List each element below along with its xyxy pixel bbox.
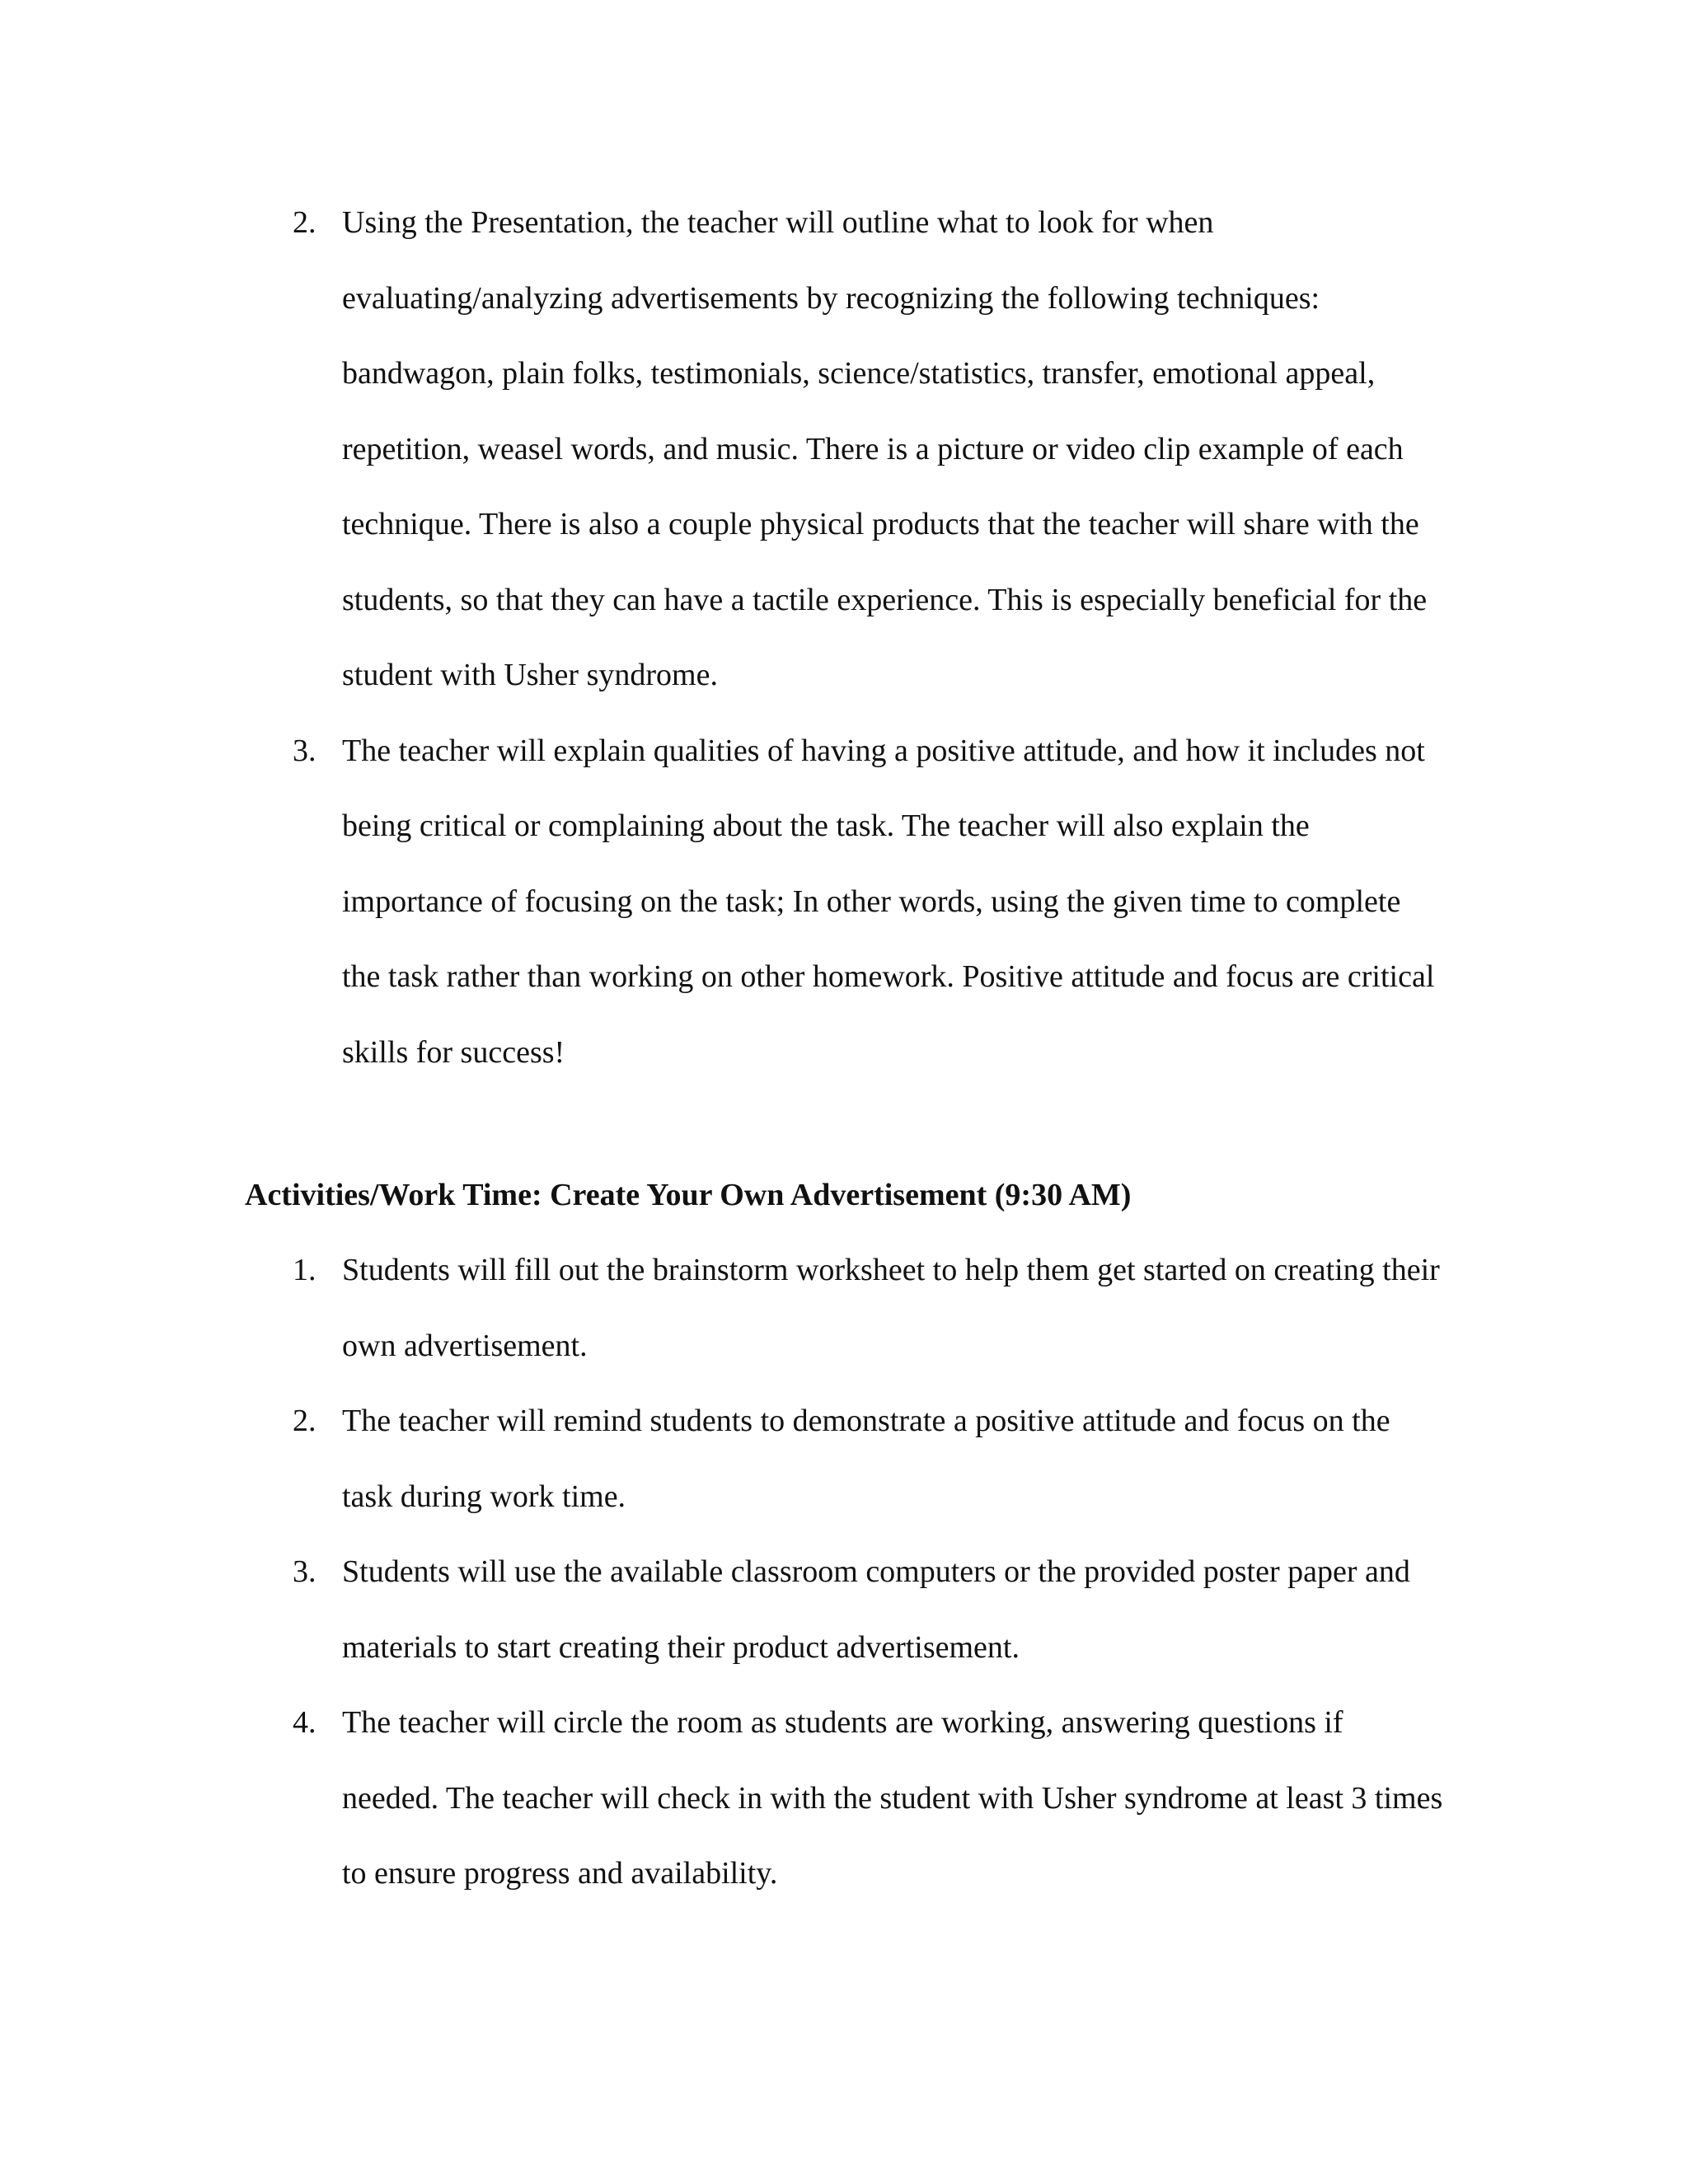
- list-item-text: The teacher will circle the room as students are working, answering questions if needed. The teacher will check in with the student with Usher syndrome at least 3 times to ensure progress and availability.: [342, 1705, 1443, 1891]
- list-item-text: The teacher will remind students to demonstrate a positive attitude and focus on the task during work time.: [342, 1404, 1390, 1514]
- list-item: [0, 1233, 1447, 1384]
- list-item-text: Using the Presentation, the teacher will outline what to look for when evaluating/analyzing advertisements by recognizing the following techniques: bandwagon, plain folks, testimonials, science/statistics, transfer, emotional appeal, repetition, weasel words, and music. There is a picture or video clip example of each technique. There is also a couple physical products that the teacher will share with the students, so that they can have a tactile experience. This is especially beneficial for the student with Usher syndrome.: [342, 205, 1428, 692]
- list-item-number: 2.: [293, 1404, 316, 1438]
- list-item: [0, 1535, 1447, 1685]
- list-item-number: 4.: [293, 1705, 316, 1740]
- list-item-text: Students will fill out the brainstorm worksheet to help them get started on creating their own advertisement.: [342, 1253, 1440, 1363]
- list-item: [0, 714, 1447, 1091]
- list-item-number: 1.: [293, 1253, 316, 1287]
- list-item-number: 3.: [293, 733, 316, 768]
- list-item-number: 2.: [293, 205, 316, 240]
- list-item-text: Students will use the available classroom computers or the provided poster paper and materials to start creating their product advertisement.: [342, 1554, 1410, 1665]
- activities-list: [0, 1233, 1447, 1912]
- list-item-text: The teacher will explain qualities of having a positive attitude, and how it includes not being critical or complaining about the task. The teacher will also explain the importance of focusing on the task; In other words, using the given time to complete the task rather than working on other homework. Positive attitude and focus are critical skills for success!: [342, 733, 1435, 1070]
- list-item: [0, 1685, 1447, 1912]
- procedure-list-continued: [0, 185, 1447, 1090]
- list-item: [0, 1384, 1447, 1535]
- section-heading-activities: Activities/Work Time: Create Your Own Advertisement (9:30 AM): [245, 1178, 1132, 1212]
- list-item: [0, 185, 1447, 714]
- list-item-number: 3.: [293, 1554, 316, 1589]
